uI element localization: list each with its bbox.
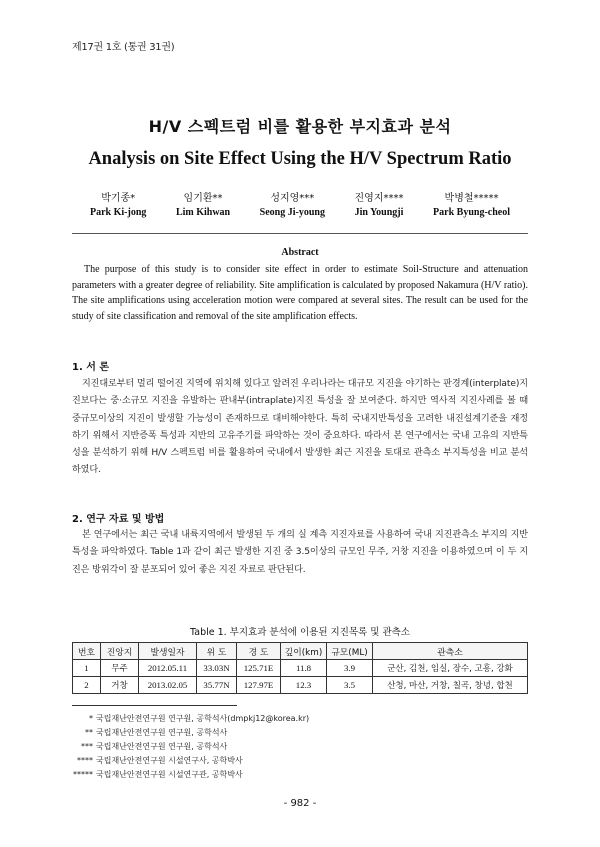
column-header: 규모(ML)	[327, 643, 373, 660]
section-heading-intro: 1. 서 론	[72, 362, 110, 373]
column-header: 진앙지	[101, 643, 139, 660]
footnote	[72, 712, 309, 726]
page-number: - 982 -	[283, 798, 317, 809]
author	[355, 192, 404, 220]
author-name-en: Park Ki-jong	[90, 207, 147, 218]
author-name-ko: 박병철*****	[444, 193, 499, 204]
table-cell: 거창	[101, 677, 139, 694]
footnote-text: 국립재난안전연구원 연구원, 공학석사(dmpkj12@korea.kr)	[96, 714, 310, 723]
table-cell: 127.97E	[237, 677, 281, 694]
author-name-ko: 성지영***	[270, 193, 315, 204]
section-text-intro: 지진대로부터 멀리 떨어진 지역에 위치해 있다고 알려진 우리나라는 대규모 지진을 야기하는 판경계(interplate)지진보다는 중·소규모 지진을 유발하는 판내부(intraplate)지진 특성을 잘 보여준다. 하지만 역사적 지진사례를 볼 때 중규모이상의 지진이 발생할 가능성이 존재하므로 대비해야한다. 특히 국내지반특성을 고려한 내진설계기준을 재정하기 위해서 지반증폭 특성과 지반의 고유주기를 파악하는 것이 중요하다. 따라서 본 연구에서는 국내 고유의 지반특성을 분석하기 위해 H/V 스펙트럼 비를 활용하여 국내에서 발생한 최근 지진을 토대로 관측소 부지특성을 비교 분석하였다.	[72, 379, 528, 476]
author-name-en: Seong Ji-young	[259, 207, 325, 218]
table-cell: 2013.02.05	[139, 677, 197, 694]
author	[260, 192, 325, 220]
table-cell: 35.77N	[197, 677, 237, 694]
footnote-text: 국립재난안전연구원 연구원, 공학석사	[96, 728, 228, 737]
column-header: 관측소	[373, 643, 528, 660]
footnotes	[72, 712, 309, 782]
author-name-ko: 임기환**	[183, 193, 223, 204]
footnote	[72, 768, 309, 782]
author-list	[90, 192, 510, 220]
footnote-text: 국립재난안전연구원 시설연구사, 공학박사	[96, 756, 243, 765]
author	[176, 192, 230, 220]
table-cell: 2	[73, 677, 101, 694]
footnote-mark: ***	[81, 742, 93, 751]
table-cell: 무주	[101, 660, 139, 677]
title-korean: H/V 스펙트럼 비를 활용한 부지효과 분석	[148, 117, 452, 136]
author-name-en: Park Byung-cheol	[433, 207, 510, 218]
author	[90, 192, 146, 220]
abstract-text: The purpose of this study is to consider site effect in order to estimate Soil-Structure and attenuation parameters with a greater degree of reliability. Site amplification is calculated by proposed Nakamura (H/V ratio). The site amplifications using acceleration motion were compared at several sites. The result can be used for the study of site classification and removal of the site amplification effects.	[72, 264, 528, 322]
footnote	[72, 754, 309, 768]
footnote-divider	[72, 705, 237, 706]
journal-volume: 제17권 1호 (통권 31권)	[72, 42, 175, 53]
table-cell: 33.03N	[197, 660, 237, 677]
author-name-ko: 박기종*	[101, 193, 136, 204]
earthquake-table	[72, 642, 528, 694]
table-cell: 산청, 마산, 거창, 칠곡, 창녕, 합천	[373, 677, 528, 694]
table-cell: 1	[73, 660, 101, 677]
table-row	[73, 677, 528, 694]
column-header: 번호	[73, 643, 101, 660]
table-header-row	[73, 643, 528, 660]
table-row	[73, 660, 528, 677]
table-cell: 125.71E	[237, 660, 281, 677]
author-name-en: Jin Youngji	[354, 207, 404, 218]
author-name-en: Lim Kihwan	[175, 207, 231, 218]
column-header: 경 도	[237, 643, 281, 660]
table-cell: 2012.05.11	[139, 660, 197, 677]
footnote-text: 국립재난안전연구원 시설연구관, 공학박사	[96, 770, 243, 779]
column-header: 위 도	[197, 643, 237, 660]
footnote-mark: **	[85, 728, 93, 737]
author	[433, 192, 510, 220]
table-caption: Table 1. 부지효과 분석에 이용된 지진목록 및 관측소	[190, 627, 410, 638]
table-cell: 3.9	[327, 660, 373, 677]
divider	[72, 233, 528, 234]
column-header: 깊이(km)	[281, 643, 327, 660]
footnote	[72, 726, 309, 740]
section-text-methods: 본 연구에서는 최근 국내 내륙지역에서 발생된 두 개의 실 계측 지진자료를 사용하여 국내 지진관측소 부지의 지반특성을 파악하였다. Table 1과 같이 최근 발생한 지진 중 3.5이상의 규모인 무주, 거창 지진을 이용하였으며 이 두 지진은 방위각이 잘 분포되어 있어 좋은 지진 자료로 판단된다.	[72, 530, 528, 575]
table-cell: 군산, 김천, 임실, 장수, 고흥, 강화	[373, 660, 528, 677]
abstract-heading: Abstract	[281, 247, 319, 258]
footnote-mark: *****	[73, 770, 93, 779]
author-name-ko: 진영지****	[354, 193, 404, 204]
footnote	[72, 740, 309, 754]
table-cell: 12.3	[281, 677, 327, 694]
section-heading-methods: 2. 연구 자료 및 방법	[72, 514, 165, 525]
title-english: Analysis on Site Effect Using the H/V Spectrum Ratio	[88, 149, 512, 169]
footnote-mark: ****	[77, 756, 93, 765]
footnote-text: 국립재난안전연구원 연구원, 공학석사	[96, 742, 228, 751]
column-header: 발생일자	[139, 643, 197, 660]
table-cell: 11.8	[281, 660, 327, 677]
footnote-mark: *	[89, 714, 93, 723]
table-cell: 3.5	[327, 677, 373, 694]
